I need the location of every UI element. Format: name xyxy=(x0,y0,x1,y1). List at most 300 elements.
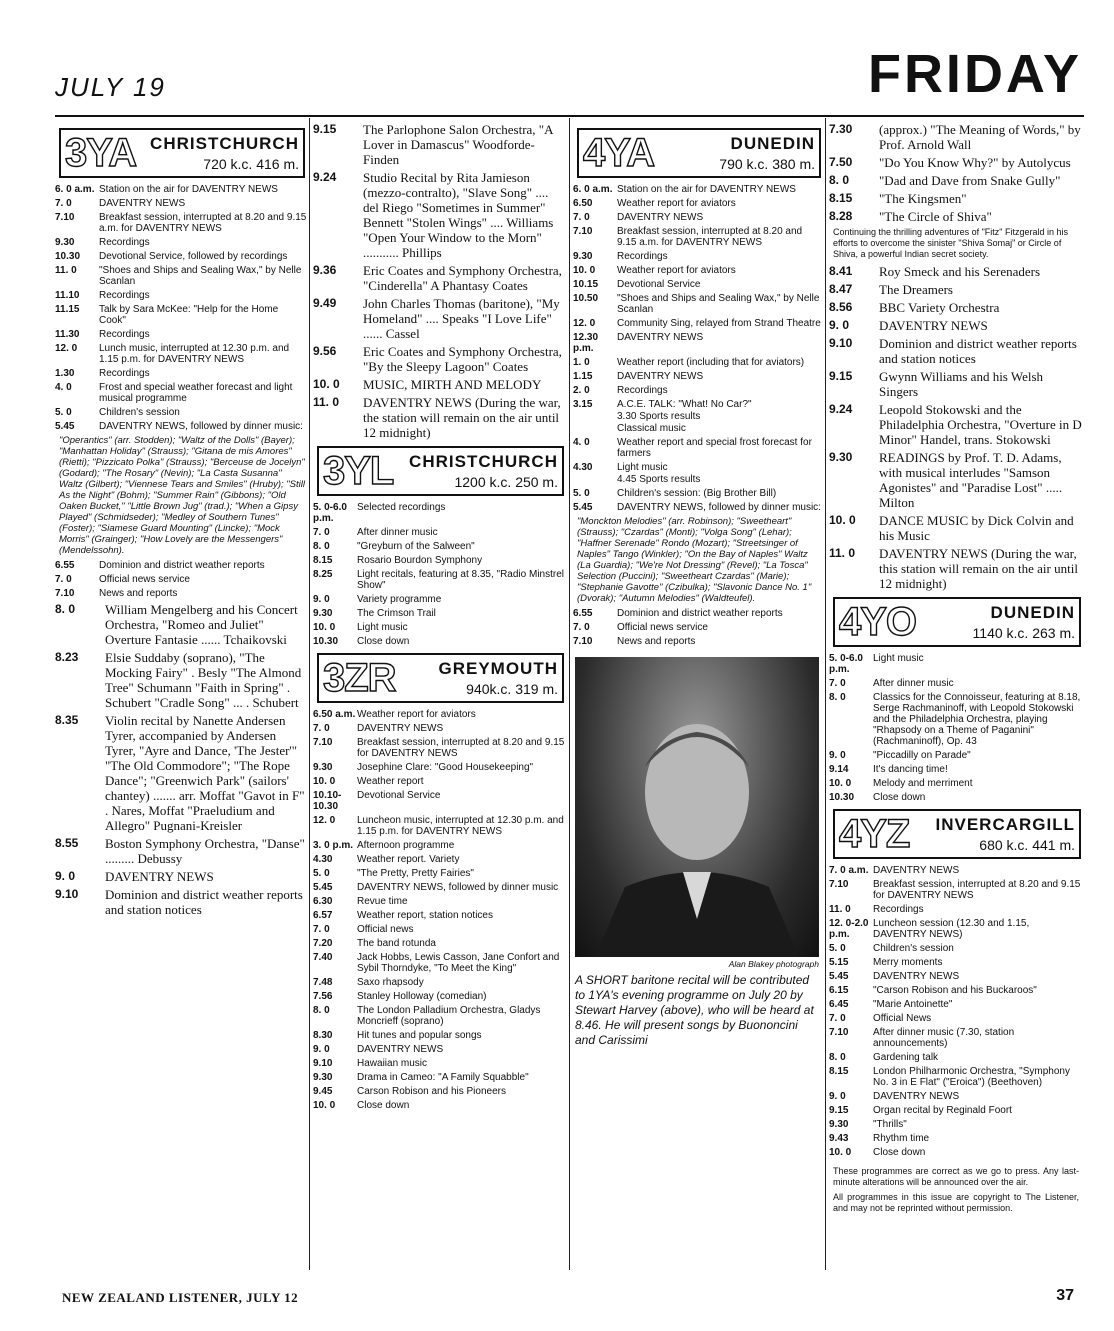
programme-time: 8.47 xyxy=(829,282,853,296)
programme-item xyxy=(55,343,307,365)
programme-time: 10.10-10.30 xyxy=(313,790,342,812)
programme-item xyxy=(55,237,307,248)
programme-item xyxy=(55,602,307,647)
programme-time: 6. 0 a.m. xyxy=(573,184,613,195)
programme-item xyxy=(55,329,307,340)
programme-text: DAVENTRY NEWS xyxy=(99,198,186,209)
station-box-3zr xyxy=(317,653,564,703)
top-rule xyxy=(55,115,1084,117)
programme-text: "The Circle of Shiva" xyxy=(879,209,992,224)
programme-item xyxy=(829,1091,1083,1102)
programme-time: 8.23 xyxy=(55,650,79,664)
programme-text: Children's session: (Big Brother Bill) xyxy=(617,488,777,499)
programme-time: 10. 0 xyxy=(313,776,336,787)
programme-item xyxy=(313,952,566,974)
station-frequency: 940k.c. 319 m. xyxy=(466,680,558,697)
programme-time: 8.25 xyxy=(313,569,333,580)
programme-time: 4. 0 xyxy=(55,382,72,393)
programme-time: 10.30 xyxy=(829,792,855,803)
programme-item xyxy=(313,594,566,605)
programme-time: 6.57 xyxy=(313,910,333,921)
programme-item xyxy=(829,1052,1083,1063)
page-date: JULY 19 xyxy=(55,72,166,102)
programme-text: Roy Smeck and his Serenaders xyxy=(879,264,1041,279)
programme-time: 9.14 xyxy=(829,764,849,775)
programme-time: 9.30 xyxy=(55,237,75,248)
programme-text: Lunch music, interrupted at 12.30 p.m. and 1.15 p.m. for DAVENTRY NEWS xyxy=(99,343,290,365)
column-3 xyxy=(573,122,823,1272)
programme-text: Dominion and district weather reports xyxy=(99,560,265,571)
programme-time: 8. 0 xyxy=(55,602,76,616)
programme-text: Rosario Bourdon Symphony xyxy=(357,555,483,566)
call-sign: 4YA xyxy=(583,131,655,175)
column-4 xyxy=(829,122,1083,1272)
station-frequency: 680 k.c. 441 m. xyxy=(979,836,1075,853)
programme-item xyxy=(829,173,1083,188)
programme-time: 10. 0 xyxy=(829,513,856,527)
programme-item xyxy=(313,1030,566,1041)
programme-time: 7. 0 xyxy=(313,924,330,935)
programme-time: 7.48 xyxy=(313,977,333,988)
programme-item xyxy=(313,723,566,734)
programme-time: 5.45 xyxy=(55,421,75,432)
programme-item xyxy=(313,882,566,893)
programme-time: 8.15 xyxy=(829,1066,849,1077)
programme-text: After dinner music xyxy=(873,678,954,689)
programme-time: 9. 0 xyxy=(313,1044,330,1055)
station-city: DUNEDIN xyxy=(990,602,1075,622)
programme-item xyxy=(829,1013,1083,1024)
programme-text: Weather report and special frost forecast for farmers xyxy=(617,437,812,459)
programme-time: 9.24 xyxy=(313,170,337,184)
programme-item xyxy=(573,437,823,459)
programme-time: 11. 0 xyxy=(313,395,340,409)
station-city: GREYMOUTH xyxy=(438,658,558,678)
programme-item xyxy=(829,678,1083,689)
programme-time: 7. 0 xyxy=(313,723,330,734)
programme-item xyxy=(573,502,823,513)
column-divider xyxy=(825,118,826,1270)
programme-item xyxy=(829,918,1083,940)
programme-time: 9.56 xyxy=(313,344,337,358)
programme-text: Weather report, station notices xyxy=(357,910,493,921)
programme-time: 9. 0 xyxy=(829,318,850,332)
programme-time: 7.40 xyxy=(313,952,333,963)
programme-text: READINGS by Prof. T. D. Adams, with musical interludes "Samson Agonistes" and "Paradise Lost" ..... Milton xyxy=(879,450,1063,510)
programme-text: Carson Robison and his Pioneers xyxy=(357,1086,506,1097)
programme-time: 6.50 xyxy=(573,198,593,209)
programme-text: Breakfast session, interrupted at 8.20 and 9.15 a.m. for DAVENTRY NEWS xyxy=(617,226,803,248)
programme-item xyxy=(55,382,307,404)
programme-time: 7.10 xyxy=(313,737,333,748)
programme-text: DAVENTRY NEWS xyxy=(357,723,444,734)
programme-item xyxy=(55,588,307,599)
station-city: INVERCARGILL xyxy=(935,814,1075,834)
programme-text: Light music xyxy=(357,622,408,633)
programme-time: 8.56 xyxy=(829,300,853,314)
programme-text: News and reports xyxy=(617,636,696,647)
column-2 xyxy=(313,122,566,1272)
copyright-note: All programmes in this issue are copyright to The Listener, and may not be reprinted without permission. xyxy=(833,1192,1079,1213)
programme-text: London Philharmonic Orchestra, "Symphony No. 3 in E Flat" ("Eroica") (Beethoven) xyxy=(873,1066,1070,1088)
programme-item xyxy=(829,778,1083,789)
programme-text: Close down xyxy=(357,636,410,647)
programme-item xyxy=(55,407,307,418)
programme-text: DAVENTRY NEWS, followed by dinner music: xyxy=(617,502,821,513)
dinner-music-list: "Monckton Melodies" (arr. Robinson); "Sweetheart" (Strauss); "Czardas" (Monti); "Volga Song" (Lehar); "Haffner Serenade" Rondo (Mozart); "Streetsinger of Naples" Tango (Winkler); "On the Bay of Naples" Waltz (La Guardia); "We're Not Dressing" (Revel); "La Tosca" Selection (Puccini); "Sweetheart Czardas" (Marie); "Stephanie Gavotte" (Czibulka); "Slavonic Dance No. 1" (Dvorak); "Autumn Melodies" (Waldteufel). xyxy=(577,516,812,604)
programme-time: 9.30 xyxy=(313,1072,333,1083)
programme-text: Melody and merriment xyxy=(873,778,973,789)
programme-item xyxy=(829,1105,1083,1116)
programme-time: 7. 0 a.m. xyxy=(829,865,869,876)
programme-time: 8. 0 xyxy=(829,692,846,703)
programme-time: 9.15 xyxy=(829,1105,849,1116)
programme-time: 10. 0 xyxy=(313,622,336,633)
programme-time: 6.55 xyxy=(573,608,593,619)
programme-item xyxy=(829,1119,1083,1130)
programme-item xyxy=(573,608,823,619)
programme-time: 7. 0 xyxy=(573,622,590,633)
sub-item: 4.45 Sports results xyxy=(617,474,701,485)
programme-text: DAVENTRY NEWS xyxy=(873,971,960,982)
programme-item xyxy=(829,282,1083,297)
programme-time: 6.50 a.m. xyxy=(313,709,356,720)
column-divider xyxy=(309,118,310,1270)
programme-time: 8.15 xyxy=(829,191,853,205)
programme-time: 9. 0 xyxy=(55,869,76,883)
programme-text: Afternoon programme xyxy=(357,840,455,851)
station-city: CHRISTCHURCH xyxy=(150,133,299,153)
programme-text: Community Sing, relayed from Strand Theatre xyxy=(617,318,821,329)
programme-text: Weather report for aviators xyxy=(357,709,476,720)
programme-text: Devotional Service, followed by recordings xyxy=(99,251,288,262)
programme-time: 5.45 xyxy=(313,882,333,893)
programme-text: Light recitals, featuring at 8.35, "Radio Minstrel Show" xyxy=(357,569,564,591)
programme-time: 9. 0 xyxy=(829,1091,846,1102)
programme-text: "Piccadilly on Parade" xyxy=(873,750,971,761)
programme-time: 9.10 xyxy=(313,1058,333,1069)
programme-text: DAVENTRY NEWS xyxy=(617,371,704,382)
programme-text: "Shoes and Ships and Sealing Wax," by Nelle Scanlan xyxy=(617,293,820,315)
programme-time: 5. 0-6.0 p.m. xyxy=(313,502,347,524)
programme-text: DAVENTRY NEWS xyxy=(879,318,988,333)
programme-item xyxy=(829,450,1083,510)
programme-time: 7. 0 xyxy=(313,527,330,538)
programme-time: 7. 0 xyxy=(829,678,846,689)
programme-time: 12. 0-2.0 p.m. xyxy=(829,918,869,940)
programme-text: Devotional Service xyxy=(357,790,441,801)
programme-time: 7.10 xyxy=(55,212,75,223)
station-frequency: 720 k.c. 416 m. xyxy=(203,155,299,172)
programme-item xyxy=(829,1027,1083,1049)
programme-time: 9.30 xyxy=(829,450,853,464)
station-frequency: 790 k.c. 380 m. xyxy=(719,155,815,172)
programme-time: 9.30 xyxy=(313,762,333,773)
programme-text: Selected recordings xyxy=(357,502,446,513)
programme-text: Light music xyxy=(617,462,668,473)
programme-time: 2. 0 xyxy=(573,385,590,396)
programme-time: 5. 0 xyxy=(55,407,72,418)
programme-text: Saxo rhapsody xyxy=(357,977,424,988)
programme-time: 11. 0 xyxy=(55,265,77,276)
programme-text: Devotional Service xyxy=(617,279,701,290)
programme-text: Recordings xyxy=(617,385,668,396)
programme-text: Luncheon music, interrupted at 12.30 p.m. and 1.15 p.m. for DAVENTRY NEWS xyxy=(357,815,564,837)
station-city: CHRISTCHURCH xyxy=(409,451,558,471)
programme-item xyxy=(313,636,566,647)
programme-time: 12. 0 xyxy=(573,318,596,329)
programme-item xyxy=(829,792,1083,803)
programme-item xyxy=(573,184,823,195)
programme-item xyxy=(573,198,823,209)
programme-text: Official News xyxy=(873,1013,932,1024)
programme-time: 9.45 xyxy=(313,1086,333,1097)
programme-time: 1. 0 xyxy=(573,357,590,368)
programme-time: 8. 0 xyxy=(829,173,850,187)
programme-item xyxy=(313,1005,566,1027)
programme-text: Drama in Cameo: "A Family Squabble" xyxy=(357,1072,529,1083)
programme-item xyxy=(313,840,566,851)
programme-item xyxy=(313,776,566,787)
programme-item xyxy=(55,836,307,866)
programme-item xyxy=(55,421,307,432)
programme-time: 10. 0 xyxy=(829,778,852,789)
programme-time: 6.45 xyxy=(829,999,849,1010)
programme-time: 10. 0 xyxy=(829,1147,852,1158)
programme-item xyxy=(313,608,566,619)
programme-item xyxy=(829,264,1083,279)
programme-time: 8. 0 xyxy=(313,1005,330,1016)
programme-item xyxy=(55,198,307,209)
programme-time: 1.15 xyxy=(573,371,593,382)
programme-text: Talk by Sara McKee: "Help for the Home Cook" xyxy=(99,304,279,326)
programme-item xyxy=(829,209,1083,224)
programme-text: "Shoes and Ships and Sealing Wax," by Nelle Scanlan xyxy=(99,265,302,287)
programme-text: Classics for the Connoisseur, featuring at 8.18, Serge Rachmaninoff, with Leopold Stokowski and the Philadelphia Orchestra, playing "Rhapsody on a Theme of Paganini" (Rachmaninoff), Op. 43 xyxy=(873,692,1081,747)
station-frequency: 1140 k.c. 263 m. xyxy=(972,624,1075,641)
programme-text: DAVENTRY NEWS (During the war, the station will remain on the air until 12 midnight) xyxy=(363,395,561,440)
programme-item xyxy=(573,488,823,499)
programme-time: 6.30 xyxy=(313,896,333,907)
programme-text: Hawaiian music xyxy=(357,1058,428,1069)
programme-text: DAVENTRY NEWS xyxy=(873,865,960,876)
programme-item xyxy=(55,368,307,379)
programme-text: Station on the air for DAVENTRY NEWS xyxy=(99,184,278,195)
programme-text: Revue time xyxy=(357,896,408,907)
programme-time: 8. 0 xyxy=(829,1052,846,1063)
programme-text: Recordings xyxy=(99,237,150,248)
programme-item xyxy=(573,265,823,276)
programme-text: DAVENTRY NEWS xyxy=(105,869,214,884)
programme-item xyxy=(573,622,823,633)
programme-text: Variety programme xyxy=(357,594,442,605)
programme-time: 7.56 xyxy=(313,991,333,1002)
station-city: DUNEDIN xyxy=(730,133,815,153)
programme-item xyxy=(829,750,1083,761)
programme-text: Dominion and district weather reports and station notices xyxy=(105,887,303,917)
station-box-4yo xyxy=(833,597,1081,647)
programme-item xyxy=(829,1133,1083,1144)
sub-item: Classical music xyxy=(617,423,686,434)
programme-text: Eric Coates and Symphony Orchestra, "Cinderella" A Phantasy Coates xyxy=(363,263,562,293)
programme-text: BBC Variety Orchestra xyxy=(879,300,1000,315)
programme-time: 10. 0 xyxy=(313,1100,336,1111)
call-sign: 3ZR xyxy=(323,656,396,700)
programme-time: 10.30 xyxy=(55,251,81,262)
programme-time: 9. 0 xyxy=(313,594,330,605)
programme-item xyxy=(573,212,823,223)
programme-text: Official news service xyxy=(99,574,190,585)
programme-text: Elsie Suddaby (soprano), "The Mocking Fairy" . Besly "The Almond Tree" Schumann "Faith in Spring" . Schubert "Cradle Song" ... . Schubert xyxy=(105,650,302,710)
programme-item xyxy=(55,184,307,195)
programme-item xyxy=(829,402,1083,447)
programme-item xyxy=(829,865,1083,876)
programme-item xyxy=(829,300,1083,315)
programme-time: 8.30 xyxy=(313,1030,333,1041)
programme-item xyxy=(313,622,566,633)
programme-text: Children's session xyxy=(99,407,180,418)
programme-item xyxy=(55,290,307,301)
programme-text: Official news xyxy=(357,924,414,935)
programme-text: After dinner music xyxy=(357,527,438,538)
serial-note: Continuing the thrilling adventures of "Fitz" Fitzgerald in his efforts to overcome the sinister "Shiva Somaj" or Circle of Shiva, a powerful Indian secret society. xyxy=(833,227,1069,259)
programme-item xyxy=(573,399,823,410)
programme-item xyxy=(313,938,566,949)
programme-time: 8. 0 xyxy=(313,541,330,552)
programme-time: 11.10 xyxy=(55,290,80,301)
programme-time: 7.10 xyxy=(573,226,593,237)
programme-item xyxy=(313,344,566,374)
column-1 xyxy=(55,122,307,1272)
programme-time: 7. 0 xyxy=(573,212,590,223)
programme-item xyxy=(55,251,307,262)
station-box-3ya xyxy=(59,128,305,178)
programme-text: Merry moments xyxy=(873,957,943,968)
programme-text: Weather report (including that for aviators) xyxy=(617,357,805,368)
programme-time: 5.15 xyxy=(829,957,849,968)
programme-item xyxy=(829,692,1083,747)
programme-item xyxy=(829,971,1083,982)
programme-text: Station on the air for DAVENTRY NEWS xyxy=(617,184,796,195)
programme-item xyxy=(829,318,1083,333)
programme-text: Josephine Clare: "Good Housekeeping" xyxy=(357,762,534,773)
programme-text: Close down xyxy=(873,1147,926,1158)
programme-text: Weather report. Variety xyxy=(357,854,460,865)
station-box-4ya xyxy=(577,128,821,178)
programme-time: 7.20 xyxy=(313,938,333,949)
programme-text: "Dad and Dave from Snake Gully" xyxy=(879,173,1061,188)
programme-item xyxy=(55,887,307,917)
programme-item xyxy=(313,790,566,812)
programme-time: 9.49 xyxy=(313,296,337,310)
programme-time: 11.30 xyxy=(55,329,80,340)
programme-item xyxy=(573,462,823,473)
programme-time: 7.50 xyxy=(829,155,853,169)
programme-time: 4. 0 xyxy=(573,437,590,448)
call-sign: 4YO xyxy=(839,600,917,644)
programme-text: Close down xyxy=(873,792,926,803)
programme-item xyxy=(313,854,566,865)
programme-item xyxy=(829,336,1083,366)
programme-text: Jack Hobbs, Lewis Casson, Jane Confort and Sybil Thorndyke, "To Meet the King" xyxy=(357,952,560,974)
programme-time: 7. 0 xyxy=(55,198,72,209)
programme-time: 12. 0 xyxy=(313,815,336,826)
programme-time: 5.45 xyxy=(829,971,849,982)
programme-text: Boston Symphony Orchestra, "Danse" ......... Debussy xyxy=(105,836,305,866)
programme-time: 3. 0 p.m. xyxy=(313,840,354,851)
programme-text: Gwynn Williams and his Welsh Singers xyxy=(879,369,1044,399)
programme-time: 9.10 xyxy=(829,336,853,350)
programme-item xyxy=(573,293,823,315)
programme-text: "Do You Know Why?" by Autolycus xyxy=(879,155,1071,170)
programme-text: "The Kingsmen" xyxy=(879,191,967,206)
programme-item xyxy=(55,869,307,884)
programme-item xyxy=(829,653,1083,675)
programme-time: 11.15 xyxy=(55,304,80,315)
page-number: 37 xyxy=(1056,1287,1074,1304)
programme-text: The band rotunda xyxy=(357,938,436,949)
programme-item xyxy=(313,1100,566,1111)
programme-item xyxy=(829,904,1083,915)
programme-time: 12. 0 xyxy=(55,343,78,354)
programme-text: "Marie Antoinette" xyxy=(873,999,953,1010)
programme-item xyxy=(829,191,1083,206)
programme-item xyxy=(55,212,307,234)
programme-item xyxy=(829,999,1083,1010)
programme-item xyxy=(829,985,1083,996)
programme-time: 10.30 xyxy=(313,636,339,647)
programme-item xyxy=(829,513,1083,543)
programme-item xyxy=(55,713,307,833)
programme-time: 1.30 xyxy=(55,368,75,379)
programme-text: Recordings xyxy=(99,329,150,340)
programme-time: 5. 0 xyxy=(829,943,846,954)
programme-text: The London Palladium Orchestra, Gladys Moncrieff (soprano) xyxy=(357,1005,541,1027)
programme-time: 7. 0 xyxy=(829,1013,846,1024)
dinner-music-list: "Operantics" (arr. Stodden); "Waltz of the Dolls" (Bayer); "Manhattan Holiday" (Strauss); "Gitana de mis Amores" (Rietti); "Pizzicato Polka" (Strauss); "Berceuse de Jocelyn" (Godard); "The Rosary" (Nevin); "La Casta Susanna" Waltz (Gilbert); "Viennese Tears and Smiles" (Hruby); "Still As the Night" (Bohm); "Summer Rain" (Gibbons); "Old Oaken Bucket," "Little Brown Jug" (trad.); "When a Gipsy Played" (Schmidseder); "Medley of Southern Tunes" (Foster); "Siamese Guard Mounting" (Lincke); "Mock Morris" (Grainger); "How Lovely are the Messengers" (Mendelssohn). xyxy=(59,435,305,556)
portrait-photo xyxy=(575,657,819,957)
programme-item xyxy=(829,879,1083,901)
programme-time: 8.35 xyxy=(55,713,79,727)
programme-text: William Mengelberg and his Concert Orchestra, "Romeo and Juliet" Overture Fantasie ...... Tchaikovski xyxy=(105,602,298,647)
programme-text: John Charles Thomas (baritone), "My Homeland" .... Speaks "I Love Life" ...... Cassel xyxy=(363,296,560,341)
programme-time: 5. 0 xyxy=(313,868,330,879)
programme-text: Children's session xyxy=(873,943,954,954)
programme-time: 4.30 xyxy=(313,854,333,865)
programme-time: 5.45 xyxy=(573,502,593,513)
station-box-3yl xyxy=(317,446,564,496)
programme-text: Breakfast session, interrupted at 8.20 and 9.15 for DAVENTRY NEWS xyxy=(873,879,1081,901)
programme-text: Breakfast session, interrupted at 8.20 and 9.15 a.m. for DAVENTRY NEWS xyxy=(99,212,307,234)
programme-time: 11. 0 xyxy=(829,904,851,915)
programme-text: (approx.) "The Meaning of Words," by Prof. Arnold Wall xyxy=(879,122,1081,152)
programme-time: 6.15 xyxy=(829,985,849,996)
programme-text: Recordings xyxy=(99,368,150,379)
programme-time: 12.30 p.m. xyxy=(573,332,599,354)
programme-time: 7.10 xyxy=(829,1027,849,1038)
programme-text: "Carson Robison and his Buckaroos" xyxy=(873,985,1037,996)
programme-item xyxy=(829,546,1083,591)
programme-item xyxy=(55,650,307,710)
programme-text: A.C.E. TALK: "What! No Car?" xyxy=(617,399,752,410)
programme-item xyxy=(313,555,566,566)
photo-caption: A SHORT baritone recital will be contributed to 1YA's evening programme on July 20 by Stewart Harvey (above), who will be heard at 8.46. He will present songs by Buononcini and Carissimi xyxy=(575,973,814,1047)
programme-item xyxy=(55,574,307,585)
programme-text: DAVENTRY NEWS xyxy=(873,1091,960,1102)
sub-item: 3.30 Sports results xyxy=(617,411,701,422)
programme-item xyxy=(313,541,566,552)
programme-item xyxy=(573,636,823,647)
